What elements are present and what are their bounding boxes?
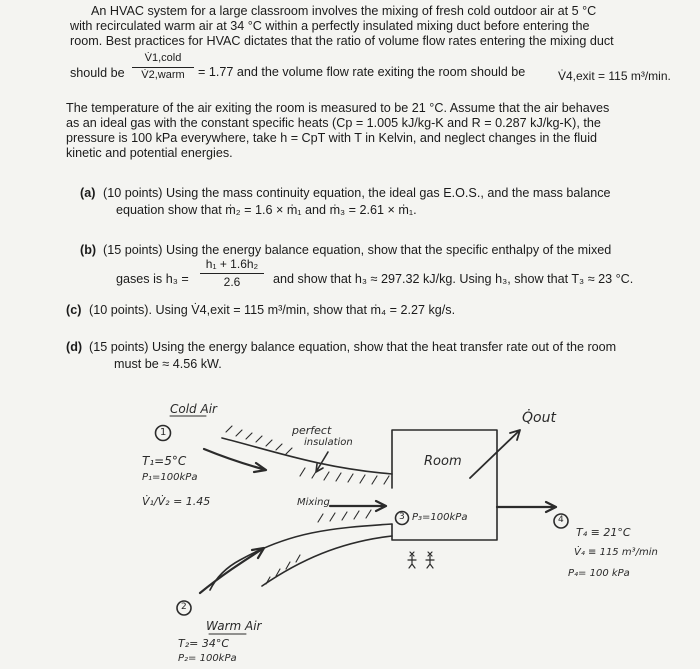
perfect-label: perfect — [292, 424, 332, 437]
part-b-numerator: h₁ + 1.6h₂ — [205, 257, 259, 271]
part-c-text: (10 points). Using V̇4,exit = 115 m³/min, show that ṁ₄ = 2.27 kg/s. — [89, 303, 456, 317]
ratio-value-text: = 1.77 and the volume flow rate exiting the room should be — [198, 65, 526, 79]
body-line-2: as an ideal gas with the constant specific heats (Cp = 1.005 kJ/kg-K and R = 0.287 kJ/kg-K), the — [66, 116, 601, 130]
t1-label: T₁=5°C — [142, 454, 187, 468]
ratio-numerator: V̇1,cold — [144, 52, 182, 64]
intro-line-3: room. Best practices for HVAC dictates that the ratio of volume flow rates entering the mixing duct — [70, 34, 614, 48]
cold-air-label: Cold Air — [170, 402, 217, 416]
part-b-gases: gases is h₃ = — [116, 272, 189, 286]
intro-line-1: An HVAC system for a large classroom involves the mixing of fresh cold outdoor air at 5 °C — [91, 4, 597, 18]
p3-label: P₃=100kPa — [412, 512, 468, 523]
p1-label: P₁=100kPa — [142, 472, 198, 483]
mixing-arrow — [330, 501, 386, 511]
node-2-number: 2 — [181, 602, 187, 612]
part-b-denominator: 2.6 — [223, 275, 241, 289]
upper-hatching-left — [226, 426, 292, 454]
room-label: Room — [424, 454, 462, 469]
q-out-arrow — [470, 430, 520, 478]
lower-hatching — [318, 510, 371, 522]
part-d-line-2: must be ≈ 4.56 kW. — [114, 357, 222, 371]
sketch-ratio-label: V̇₁/V̇₂ = 1.45 — [142, 495, 211, 508]
lower-duct-wall-2 — [262, 536, 392, 586]
insulation-arrow — [316, 452, 328, 472]
v4-label: V̇₄ ≡ 115 m³/min — [574, 547, 658, 558]
part-c-label: (c) — [66, 303, 82, 317]
intro-line-2: with recirculated warm air at 34 °C within a perfectly insulated mixing duct before entering the — [70, 19, 590, 33]
q-out-label: Q̇out — [522, 410, 556, 426]
ratio-denominator: V̇2,warm — [141, 69, 185, 81]
part-b-line-1: (15 points) Using the energy balance equation, show that the specific enthalpy of the mixed — [103, 243, 612, 257]
mixing-label: Mixing — [297, 497, 330, 508]
person-icon-1 — [408, 552, 416, 568]
room-box — [392, 430, 497, 540]
node-1-number: 1 — [160, 427, 167, 438]
exit-arrow — [497, 502, 556, 512]
lower-duct-wall — [210, 524, 392, 590]
part-a-label: (a) — [80, 186, 96, 200]
body-line-1: The temperature of the air exiting the room is measured to be 21 °C. Assume that the air behaves — [66, 101, 610, 115]
p2-label: P₂= 100kPa — [178, 653, 237, 664]
warm-air-label: Warm Air — [206, 619, 262, 633]
node-4-number: 4 — [558, 515, 564, 525]
part-b-label: (b) — [80, 243, 97, 257]
body-line-4: kinetic and potential energies. — [66, 146, 233, 160]
upper-hatching-right — [300, 468, 389, 484]
part-a-line-2: equation show that ṁ₂ = 1.6 × ṁ₁ and ṁ₃ = 2.61 × ṁ₁. — [116, 203, 417, 217]
t4-label: T₄ ≡ 21°C — [576, 526, 631, 539]
p4-label: P₄= 100 kPa — [568, 568, 630, 579]
part-b-rest: and show that h₃ ≈ 297.32 kJ/kg. Using h₃, show that T₃ ≈ 23 °C. — [273, 272, 634, 286]
part-d-label: (d) — [66, 340, 83, 354]
should-be-label: should be — [70, 66, 125, 80]
part-a-line-1: (10 points) Using the mass continuity equation, the ideal gas E.O.S., and the mass balance — [103, 186, 611, 200]
insulation-label: insulation — [304, 437, 353, 448]
warm-air-arrow — [200, 548, 264, 593]
part-d-line-1: (15 points) Using the energy balance equation, show that the heat transfer rate out of the room — [89, 340, 617, 354]
node-3-number: 3 — [399, 512, 405, 522]
t2-label: T₂= 34°C — [178, 637, 230, 650]
cold-air-arrow — [204, 449, 266, 472]
exit-flow-text: V̇4,exit = 115 m³/min. — [558, 69, 671, 83]
person-icon-2 — [426, 552, 434, 568]
body-line-3: pressure is 100 kPa everywhere, take h = CpT with T in Kelvin, and neglect changes in the fluid — [66, 131, 597, 145]
